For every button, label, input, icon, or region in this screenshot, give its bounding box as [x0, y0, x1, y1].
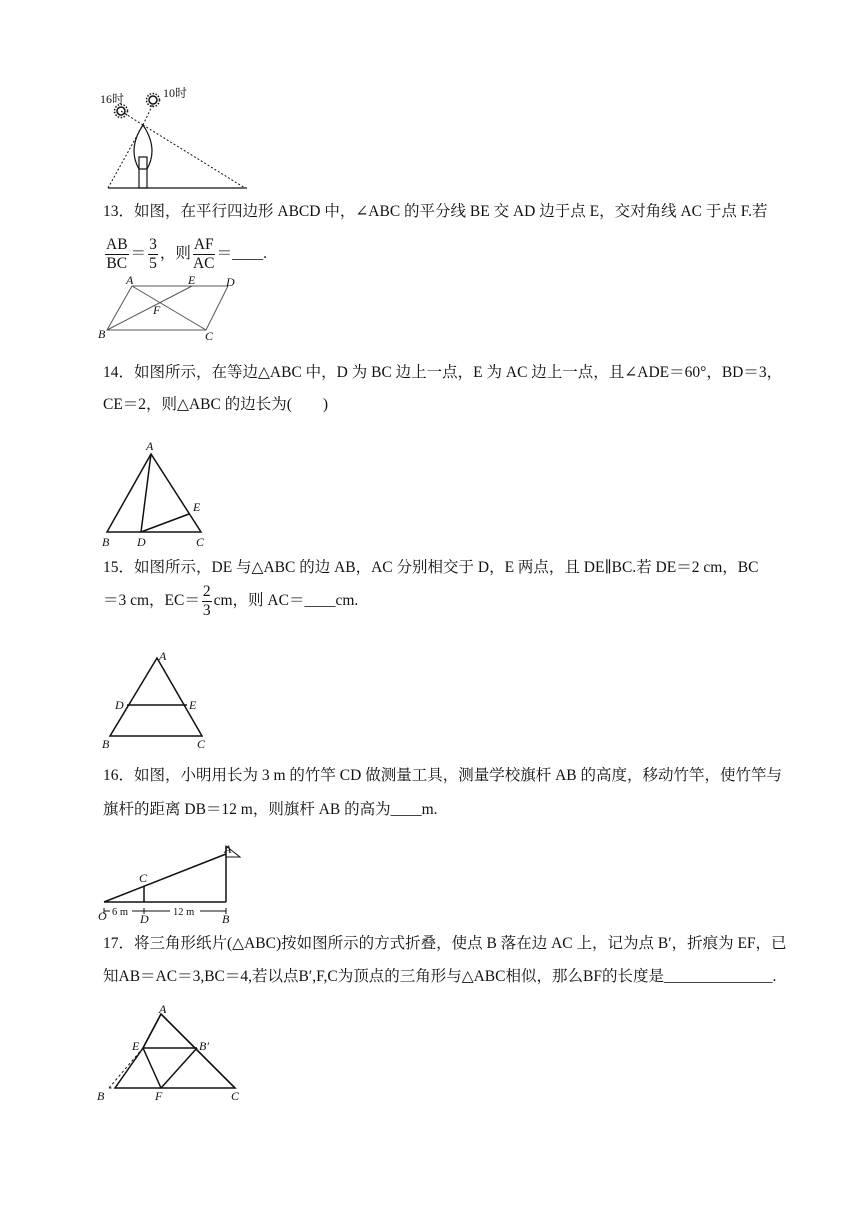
q14-label-B: B [102, 535, 110, 549]
figure-q17 [95, 1002, 255, 1104]
q16-line1: 16．如图，小明用长为 3 m 的竹竿 CD 做测量工具，测量学校旗杆 AB 的高度，移动竹竿，使竹竿与 [103, 767, 782, 784]
q13-line1: 13．如图，在平行四边形 ABCD 中，∠ABC 的平分线 BE 交 AD 边于点 E，交对角线 AC 于点 F.若 [103, 203, 768, 220]
q15-label-E: E [189, 698, 197, 712]
q17-label-E: E [132, 1039, 140, 1053]
sun-10-icon [147, 94, 160, 107]
q14-label-E: E [193, 500, 201, 514]
q16-label-C: C [139, 871, 148, 885]
q14-label-A: A [146, 439, 154, 453]
q13-label-C: C [205, 329, 214, 343]
q16-line2: 旗杆的距离 DB＝12 m，则旗杆 AB 的高为____m. [103, 801, 438, 818]
q13-frac-af-ac: $\frac{AF}{AC}$ [192, 236, 215, 272]
q13-label-B: B [98, 327, 106, 341]
q15-label-C: C [197, 737, 206, 751]
q14-line1: 14．如图所示，在等边△ABC 中，D 为 BC 边上一点，E 为 AC 边上一点，且∠ADE＝60°，BD＝3， [103, 364, 783, 381]
q13-label-E: E [188, 273, 196, 287]
q17-line1: 17．将三角形纸片(△ABC)按如图所示的方式折叠，使点 B 落在边 AC 上，记为点 B′，折痕为 EF，已 [103, 935, 787, 952]
q16-label-A: A [224, 842, 232, 856]
q16-label-O: O [98, 909, 107, 923]
figure-q13 [95, 273, 245, 343]
q15-label-A: A [159, 649, 167, 663]
q16-label-D: D [140, 912, 149, 926]
figure-q15 [97, 648, 217, 752]
label-10: 10时 [163, 86, 188, 100]
q14-label-D: D [137, 535, 146, 549]
q15-label-D: D [115, 698, 124, 712]
q13-frac-3-5: $\frac{3}{5}$ [149, 236, 157, 272]
q17-label-B: B [97, 1089, 105, 1103]
q17-label-F: F [155, 1089, 163, 1103]
q13-label-D: D [226, 275, 235, 289]
q15-line1: 15．如图所示，DE 与△ABC 的边 AB，AC 分别相交于 D，E 两点，且 DE∥BC.若 DE＝2 cm，BC [103, 559, 759, 576]
q16-label-B: B [222, 912, 230, 926]
q17-label-Bprime: B′ [199, 1039, 209, 1053]
figure-q12 [95, 85, 255, 195]
label-16: 16时 [100, 92, 125, 106]
figure-q14 [97, 436, 217, 548]
q16-dim-6m: 6 m [112, 907, 129, 918]
q15-line2: ＝3 cm，EC＝ $\frac{2}{3}$ cm，则 AC＝____cm. [103, 583, 359, 619]
q14-label-C: C [196, 535, 205, 549]
q14-line2: CE＝2，则△ABC 的边长为( ) [103, 396, 329, 413]
q13-frac-ab-bc: $\frac{AB}{BC}$ [106, 236, 128, 272]
q15-label-B: B [102, 737, 110, 751]
figure-q16 [96, 840, 246, 924]
q13-line2: $\frac{AB}{BC}$ ＝ $\frac{3}{5}$ ，则 $\frac{AF}{AC}$ ＝____. [106, 236, 268, 272]
q17-label-A: A [159, 1002, 167, 1016]
q17-label-C: C [231, 1089, 240, 1103]
q16-dim-12m: 12 m [173, 907, 195, 918]
q13-label-F: F [153, 303, 161, 317]
q13-label-A: A [126, 273, 134, 287]
q15-frac-2-3: $\frac{2}{3}$ [202, 583, 211, 619]
q17-line2: 知AB＝AC＝3,BC＝4,若以点B′,F,C为顶点的三角形与△ABC相似，那么BF的长度是______________. [103, 968, 777, 985]
